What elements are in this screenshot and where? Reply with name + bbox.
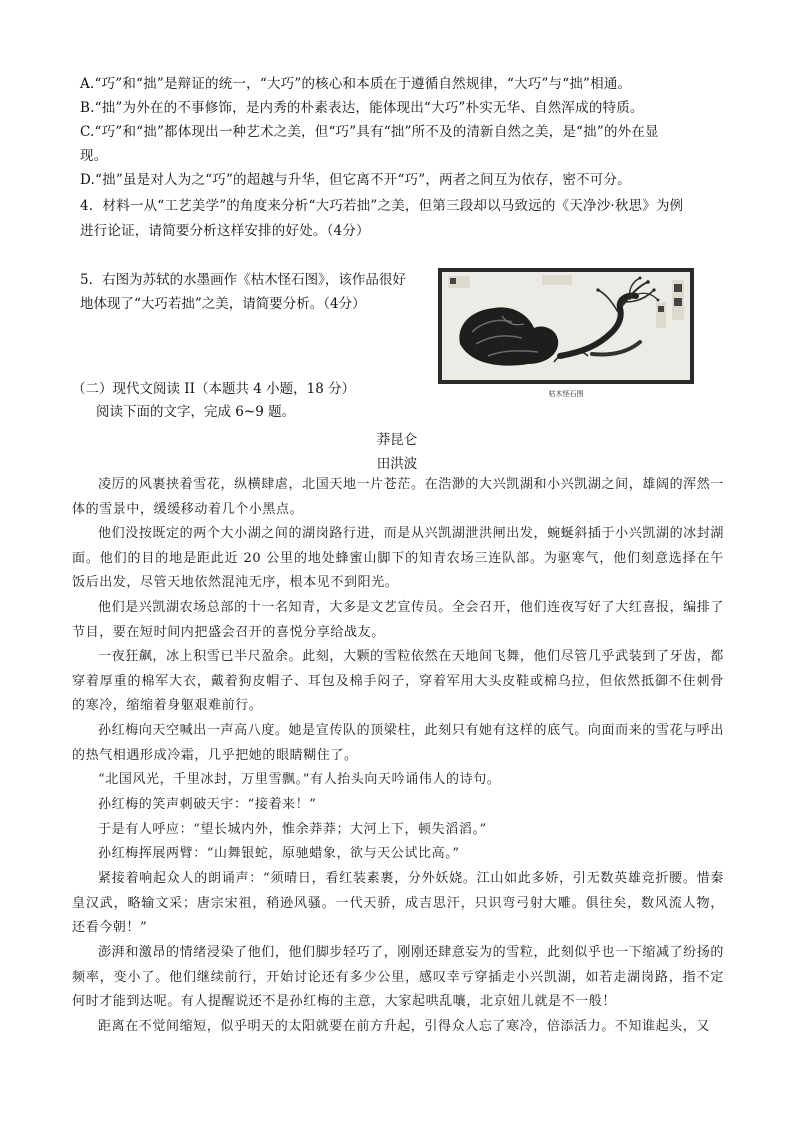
story-paragraph: 他们没按既定的两个大小湖之间的湖岗路行进，而是从兴凯湖泄洪闸出发，蜿蜒斜插于小兴凯湖的冰封湖面。他们的目的地是距此近 20 公里的地处蜂蜜山脚下的知青农场三连队部。为驱寒气，他们刻意选择在午饭后出发，尽管天地依然混沌无序，根本见不到阳光。 [72,526,724,591]
option-b: B.“拙”为外在的不事修饰，是内秀的朴素表达，能体现出“大巧”朴实无华、自然浑成的特质。 [80,100,644,116]
question-4-line1: 4．材料一从“工艺美学”的角度来分析“大巧若拙”之美，但第三段却以马致远的《天净沙·秋思》为例 [80,198,684,214]
question-5-line1: 5．右图为苏轼的水墨画作《枯木怪石图》，该作品很好 [80,272,406,288]
story-paragraph: 距离在不觉间缩短，似乎明天的太阳就要在前方升起，引得众人忘了寒冷，倍添活力。不知谁起头，又 [98,1019,711,1034]
story-paragraph: 孙红梅向天空喊出一声高八度。她是宣传队的顶梁柱，此刻只有她有这样的底气。向面而来的雪花与呼出的热气相遇形成冷霜，几乎把她的眼睛糊住了。 [72,723,724,763]
story-title: 莽昆仑 [376,432,418,448]
option-a: A.“巧”和“拙”是辩证的统一，“大巧”的核心和本质在于遵循自然规律，“大巧”与“拙”相通。 [80,76,632,92]
story-paragraph: 孙红梅挥展两臂：“山舞银蛇，原驰蜡象，欲与天公试比高。” [98,846,460,861]
story-paragraph: 一夜狂飙，冰上积雪已半尺盈余。此刻，大颗的雪粒依然在天地间飞舞，他们尽管几乎武装到了牙齿，都穿着厚重的棉军大衣，戴着狗皮帽子、耳包及棉手闷子，穿着军用大头皮鞋或棉乌拉，但依然抵御不住刺骨的寒冷，缩缩着身躯艰难前行。 [72,649,724,714]
ink-painting-image [442,272,690,380]
story-paragraph: 孙红梅的笑声刺破天宇：“接着来！” [98,797,317,812]
section-instruction: 阅读下面的文字，完成 6~9 题。 [96,404,296,420]
painting-figure [438,268,694,384]
painting-caption: 枯木怪石图 [548,390,584,398]
story-paragraph: “北国风光，千里冰封，万里雪飘。”有人抬头向天吟诵伟人的诗句。 [98,772,501,787]
option-c-line1: C.“巧”和“拙”都体现出一种艺术之美，但“巧”具有“拙”所不及的清新自然之美，是“拙”的外在显 [80,124,659,140]
option-c-line2: 现。 [80,148,108,164]
story-paragraph: 紧接着响起众人的朗诵声：“须晴日，看红装素裹，分外妖娆。江山如此多娇，引无数英雄竞折腰。惜秦皇汉武，略输文采；唐宗宋祖，稍逊风骚。一代天骄，成吉思汗，只识弯弓射大雕。俱往矣，数风流人物，还看今朝！” [72,871,724,936]
story-paragraph: 澎湃和激昂的情绪浸染了他们，他们脚步轻巧了，刚刚还肆意妄为的雪粒，此刻似乎也一下缩减了纷扬的频率，变小了。他们继续前行，开始讨论还有多少公里，感叹幸亏穿插走小兴凯湖，如若走湖岗路，指不定何时才能到达呢。有人提醒说还不是孙红梅的主意，大家起哄乱嚷，北京妞儿就是不一般！ [72,945,724,1010]
option-d: D.“拙”虽是对人为之“巧”的超越与升华，但它离不开“巧”，两者之间互为依存，密不可分。 [80,172,631,188]
question-4-line2: 进行论证，请简要分析这样安排的好处。（4分） [80,223,370,239]
story-author: 田洪波 [376,456,418,472]
story-paragraph: 凌厉的风裹挟着雪花，纵横肆虐，北国天地一片苍茫。在浩渺的大兴凯湖和小兴凯湖之间，雄阔的浑然一体的雪景中，缓缓移动着几个小黑点。 [72,477,724,517]
story-paragraph: 他们是兴凯湖农场总部的十一名知青，大多是文艺宣传员。全会召开，他们连夜写好了大红喜报，编排了节目，要在短时间内把盛会召开的喜悦分享给战友。 [72,600,724,640]
story-paragraph: 于是有人呼应：“望长城内外，惟余莽莽；大河上下，顿失滔滔。” [98,822,487,837]
question-5-line2: 地体现了“大巧若拙”之美，请简要分析。（4分） [80,296,366,312]
section-heading: （二）现代文阅读 II（本题共 4 小题，18 分） [72,381,356,397]
